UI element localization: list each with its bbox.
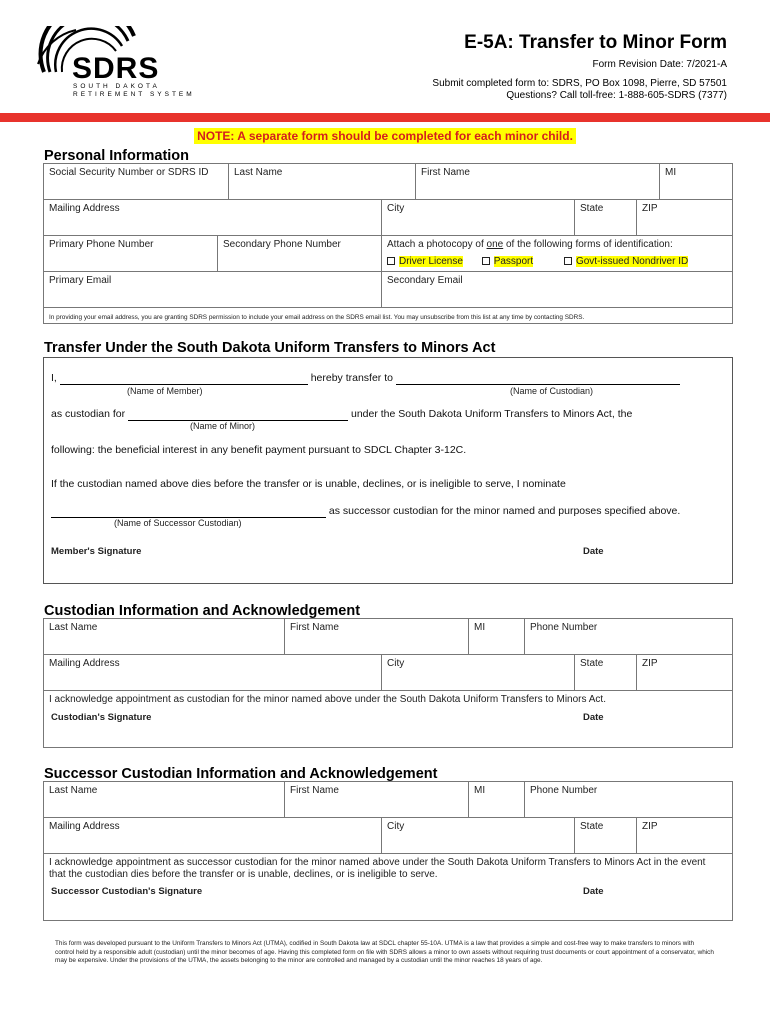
mi-field[interactable] [659,163,733,200]
revision-date: Form Revision Date: 7/2021-A [592,59,727,70]
first-name-label: First Name [421,167,470,178]
successor-date-label: Date [583,886,604,897]
custodian-city-field[interactable]: City [381,654,575,691]
id-attach-cell [381,235,733,272]
custodian-date-field[interactable] [583,724,723,744]
note-banner [0,127,770,145]
logo-subtext: SOUTH DAKOTA RETIREMENT SYSTEM [73,83,195,98]
member-signature-field[interactable] [51,558,571,580]
section-successor-title: Successor Custodian Information and Acknowledgement [44,766,438,782]
zip-label: ZIP [642,203,658,214]
successor-date-field[interactable] [583,898,723,918]
mailing-label: Mailing Address [49,203,120,214]
questions-phone: Questions? Call toll-free: 1-888-605-SDRS (7377) [506,90,727,101]
mi-label: MI [665,167,677,178]
ssn-label: Social Security Number or SDRS ID [49,167,209,178]
successor-phone-field[interactable]: Phone Number [524,781,733,818]
successor-last-name-field[interactable]: Last Name [43,781,285,818]
custodian-mi-field[interactable]: MI [468,618,525,655]
ssn-field[interactable] [43,163,229,200]
custodian-first-name-field[interactable]: First Name [284,618,469,655]
minor-name-blank[interactable] [128,408,348,421]
transfer-line-1: I, hereby transfer to [51,372,680,385]
secondary-email-field[interactable] [381,271,733,308]
transfer-line-2: as custodian for under the South Dakota Uniform Transfers to Minors Act, the [51,408,633,420]
submit-address: Submit completed form to: SDRS, PO Box 1098, Pierre, SD 57501 [432,78,727,89]
member-date-field[interactable] [583,558,723,580]
checkbox-icon[interactable] [482,257,490,265]
attach-instruction: Attach a photocopy of one of the following forms of identification: [387,239,673,250]
name-of-custodian-caption: (Name of Custodian) [510,386,594,396]
logo-text: SDRS [72,52,160,85]
member-signature-label: Member's Signature [51,546,142,557]
custodian-phone-field[interactable]: Phone Number [524,618,733,655]
successor-ack-text-2: that the custodian dies before the transfer or is unable, declines, or is ineligible to serve. [49,869,438,880]
transfer-line-3: following: the beneficial interest in any benefit payment pursuant to SDCL Chapter 3-12C. [51,444,467,456]
name-of-member-caption: (Name of Member) [127,386,203,396]
email-disclaimer: In providing your email address, you are granting SDRS permission to include your email address on the SDRS email list. You may unsubscribe from this list at any time by contacting SDRS. [43,307,733,324]
secondary-phone-field[interactable] [217,235,382,272]
primary-phone-field[interactable] [43,235,218,272]
successor-ack-text-1: I acknowledge appointment as successor custodian for the minor named above under the South Dakota Uniform Transfers to Minors Act in the event [49,857,706,868]
successor-city-field[interactable]: City [381,817,575,854]
name-of-successor-caption: (Name of Successor Custodian) [114,518,242,528]
successor-first-name-field[interactable]: First Name [284,781,469,818]
id-options [387,256,727,267]
secondary-email-label: Secondary Email [387,275,463,286]
primary-email-label: Primary Email [49,275,112,286]
mailing-address-field[interactable] [43,199,382,236]
primary-email-field[interactable] [43,271,382,308]
name-of-minor-caption: (Name of Minor) [190,421,256,431]
successor-signature-label: Successor Custodian's Signature [51,886,203,897]
zip-field[interactable] [636,199,733,236]
custodian-ack-text: I acknowledge appointment as custodian for the minor named above under the South Dakota Uniform Transfers to Minors Act. [49,694,606,705]
id-option-driver-license[interactable]: Driver License [387,256,463,267]
custodian-zip-field[interactable]: ZIP [636,654,733,691]
successor-zip-field[interactable]: ZIP [636,817,733,854]
member-name-blank[interactable] [60,372,308,385]
transfer-line-4: If the custodian named above dies before the transfer or is unable, declines, or is ineligible to serve, I nominate [51,478,566,490]
successor-signature-field[interactable] [51,898,571,918]
city-label: City [387,203,405,214]
section-personal-title: Personal Information [44,148,190,164]
footer-utma-note: This form was developed pursuant to the Uniform Transfers to Minors Act (UTMA), codified in South Dakota law at SDCL chapter 55-10A. UTMA is a law that provides a simple and cost-free way to make transfers to minors with control held by a responsible adult (custodian) until the minor becomes of age. Having this completed form on file with SDRS allows a minor to own assets without requiring trust documents or court appointment of a conservator, which may be expensive. Under the provisions of the UTMA, the assets belonging to the minor are controlled and managed by a custodian until the minor reaches 18 years of age. [55,940,714,965]
custodian-date-label: Date [583,712,604,723]
state-label: State [580,203,604,214]
note-text: NOTE: A separate form should be completed for each minor child. [194,128,576,144]
first-name-field[interactable] [415,163,660,200]
id-option-passport[interactable]: Passport [482,256,533,267]
form-title: E-5A: Transfer to Minor Form [464,32,727,53]
custodian-signature-field[interactable] [51,724,571,744]
successor-state-field[interactable]: State [574,817,637,854]
successor-mi-field[interactable]: MI [468,781,525,818]
state-field[interactable] [574,199,637,236]
custodian-last-name-field[interactable]: Last Name [43,618,285,655]
section-custodian-title: Custodian Information and Acknowledgement [44,603,361,619]
primary-phone-label: Primary Phone Number [49,239,154,250]
last-name-field[interactable] [228,163,416,200]
secondary-phone-label: Secondary Phone Number [223,239,341,250]
header-divider [0,113,770,122]
id-option-nondriver-id[interactable]: Govt-issued Nondriver ID [564,256,688,267]
last-name-label: Last Name [234,167,283,178]
city-field[interactable] [381,199,575,236]
custodian-signature-label: Custodian's Signature [51,712,152,723]
successor-name-blank[interactable] [51,505,326,518]
successor-mailing-field[interactable]: Mailing Address [43,817,382,854]
transfer-line-5: as successor custodian for the minor named and purposes specified above. [51,505,680,518]
checkbox-icon[interactable] [564,257,572,265]
custodian-state-field[interactable]: State [574,654,637,691]
member-date-label: Date [583,546,604,557]
section-transfer-title: Transfer Under the South Dakota Uniform Transfers to Minors Act [44,340,496,356]
checkbox-icon[interactable] [387,257,395,265]
custodian-name-blank[interactable] [396,372,680,385]
custodian-mailing-field[interactable]: Mailing Address [43,654,382,691]
